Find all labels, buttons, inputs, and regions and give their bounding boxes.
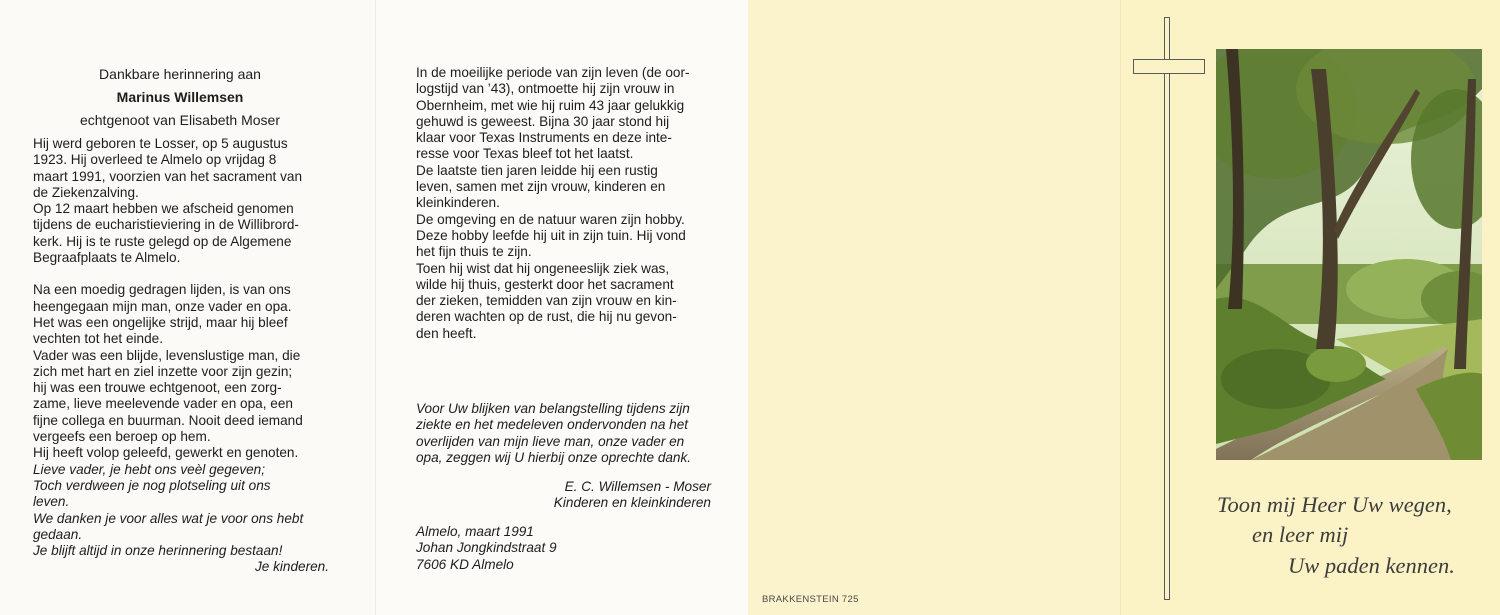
text-line: overlijden van mijn lieve man, onze vader en [416,433,685,449]
closing-signature: Je kinderen. [254,559,329,575]
text-line: Toch verdween je nog plotseling uit ons [33,477,271,493]
text-line: gedaan. [33,526,83,542]
paragraph-birth-death [33,136,329,266]
text-line: de Ziekenzalving. [33,184,139,200]
text-line: kerk. Hij is te ruste gelegd op de Algemene [33,233,292,249]
text-line: deren wachten op de rust, die hij nu gevon- [416,309,677,325]
text-line: Vader was een blijde, levenslustige man, die [33,347,301,363]
text-line: Na een moedig gedragen lijden, is van ons [33,282,291,298]
tree-lined-path-photo [1216,49,1482,460]
heading-spouse: echtgenoot van Elisabeth Moser [79,112,280,128]
text-line: leven. [33,494,70,510]
paragraph-tribute [33,282,329,461]
text-line: opa, zeggen wij U hierbij onze oprechte dank. [416,449,692,465]
text-line: Je blijft altijd in onze herinnering bestaan! [33,543,283,559]
text-line: 1923. Hij overleed te Almelo op vrijdag 8 [33,152,277,168]
thanks-note [416,401,714,466]
address-place-date: Almelo, maart 1991 [416,524,534,539]
text-line: zame, lieve meelevende vader en opa, een [33,396,293,412]
text-line: vechten tot het einde. [33,331,163,347]
address-block [416,524,656,573]
card-panel-back-left [748,0,1120,615]
verse-line-1: Toon mij Heer Uw wegen, [1217,492,1452,517]
family-signature [496,479,711,512]
text-line: In de moeilijke periode van zijn leven (de oor- [416,65,690,80]
text-line: leven, samen met zijn vrouw, kinderen en [416,179,666,195]
card-panel-back-right [1120,0,1500,615]
cross-bar [1133,59,1205,74]
text-line: Toen hij wist dat hij ongeneeslijk ziek was, [416,260,670,276]
text-line: gehuwd is geweest. Bijna 30 jaar stond hij [416,113,670,129]
text-line: Hij heeft volop geleefd, gewerkt en genoten. [33,445,299,461]
text-line: kleinkinderen. [416,195,500,211]
verse-line-3: Uw paden kennen. [1288,553,1455,578]
signature-name: E. C. Willemsen - Moser [564,479,711,494]
cross-icon [1164,17,1170,600]
text-line: Voor Uw blijken van belangstelling tijdens zijn [416,401,690,416]
text-line: We danken je voor alles wat je voor ons hebt [33,510,304,526]
text-line: maart 1991, voorzien van het sacrament van [33,168,303,184]
text-line: Op 12 maart hebben we afscheid genomen [33,201,294,217]
text-line: logstijd van ’43), ontmoette hij zijn vrouw in [416,81,675,97]
printer-mark: BRAKKENSTEIN 725 [762,594,859,605]
text-line: vergeefs een beroep op hem. [33,429,211,445]
address-postcode: 7606 KD Almelo [416,556,514,572]
text-line: De laatste tien jaren leidde hij een rustig [416,162,658,178]
verse-line-2: en leer mij [1252,522,1349,547]
text-line: wilde hij thuis, gesterkt door het sacrament [416,276,674,292]
text-line: ziekte en het medeleven ondervonden na het [416,417,689,433]
deceased-name: Marinus Willemsen [116,89,244,105]
text-line: den heeft. [416,325,477,341]
text-line: fijne collega en buurman. Nooit deed iemand [33,412,303,428]
italic-farewell [33,462,329,576]
text-line: Het was een ongelijke strijd, maar hij bleef [33,314,288,330]
signature-family: Kinderen en kleinkinderen [553,495,711,511]
text-line: Hij werd geboren te Losser, op 5 augustus [33,136,288,151]
text-line: resse voor Texas bleef tot het laatst. [416,146,634,162]
text-line: Deze hobby leefde hij uit in zijn tuin. Hij vond [416,227,686,243]
text-line: hij was een trouwe echtgenoot, een zorg- [33,380,282,396]
memorial-heading [20,63,340,132]
text-line: Lieve vader, je hebt ons veèl gegeven; [33,461,266,477]
text-line: Obernheim, met wie hij ruim 43 jaar gelukkig [416,97,685,113]
text-line: klaar voor Texas Instruments en deze inte- [416,130,672,146]
card-panel-front-left [0,0,375,615]
address-street: Johan Jongkindstraat 9 [416,540,557,556]
text-line: De omgeving en de natuur waren zijn hobby. [416,211,685,227]
text-line: Begraafplaats te Almelo. [33,250,181,266]
heading-remembrance: Dankbare herinnering aan [99,66,261,82]
text-line: heengegaan mijn man, onze vader en opa. [33,298,292,314]
card-panel-front-right [375,0,748,615]
text-line: het fijn thuis te zijn. [416,244,532,260]
text-line: der zieken, temidden van zijn vrouw en kin- [416,293,677,309]
text-line: tijdens de eucharistieviering in de Willibrord- [33,217,299,233]
text-line: zich met hart en ziel inzette voor zijn gezin; [33,363,293,379]
biography-text [33,136,329,576]
life-story-text [416,65,714,342]
